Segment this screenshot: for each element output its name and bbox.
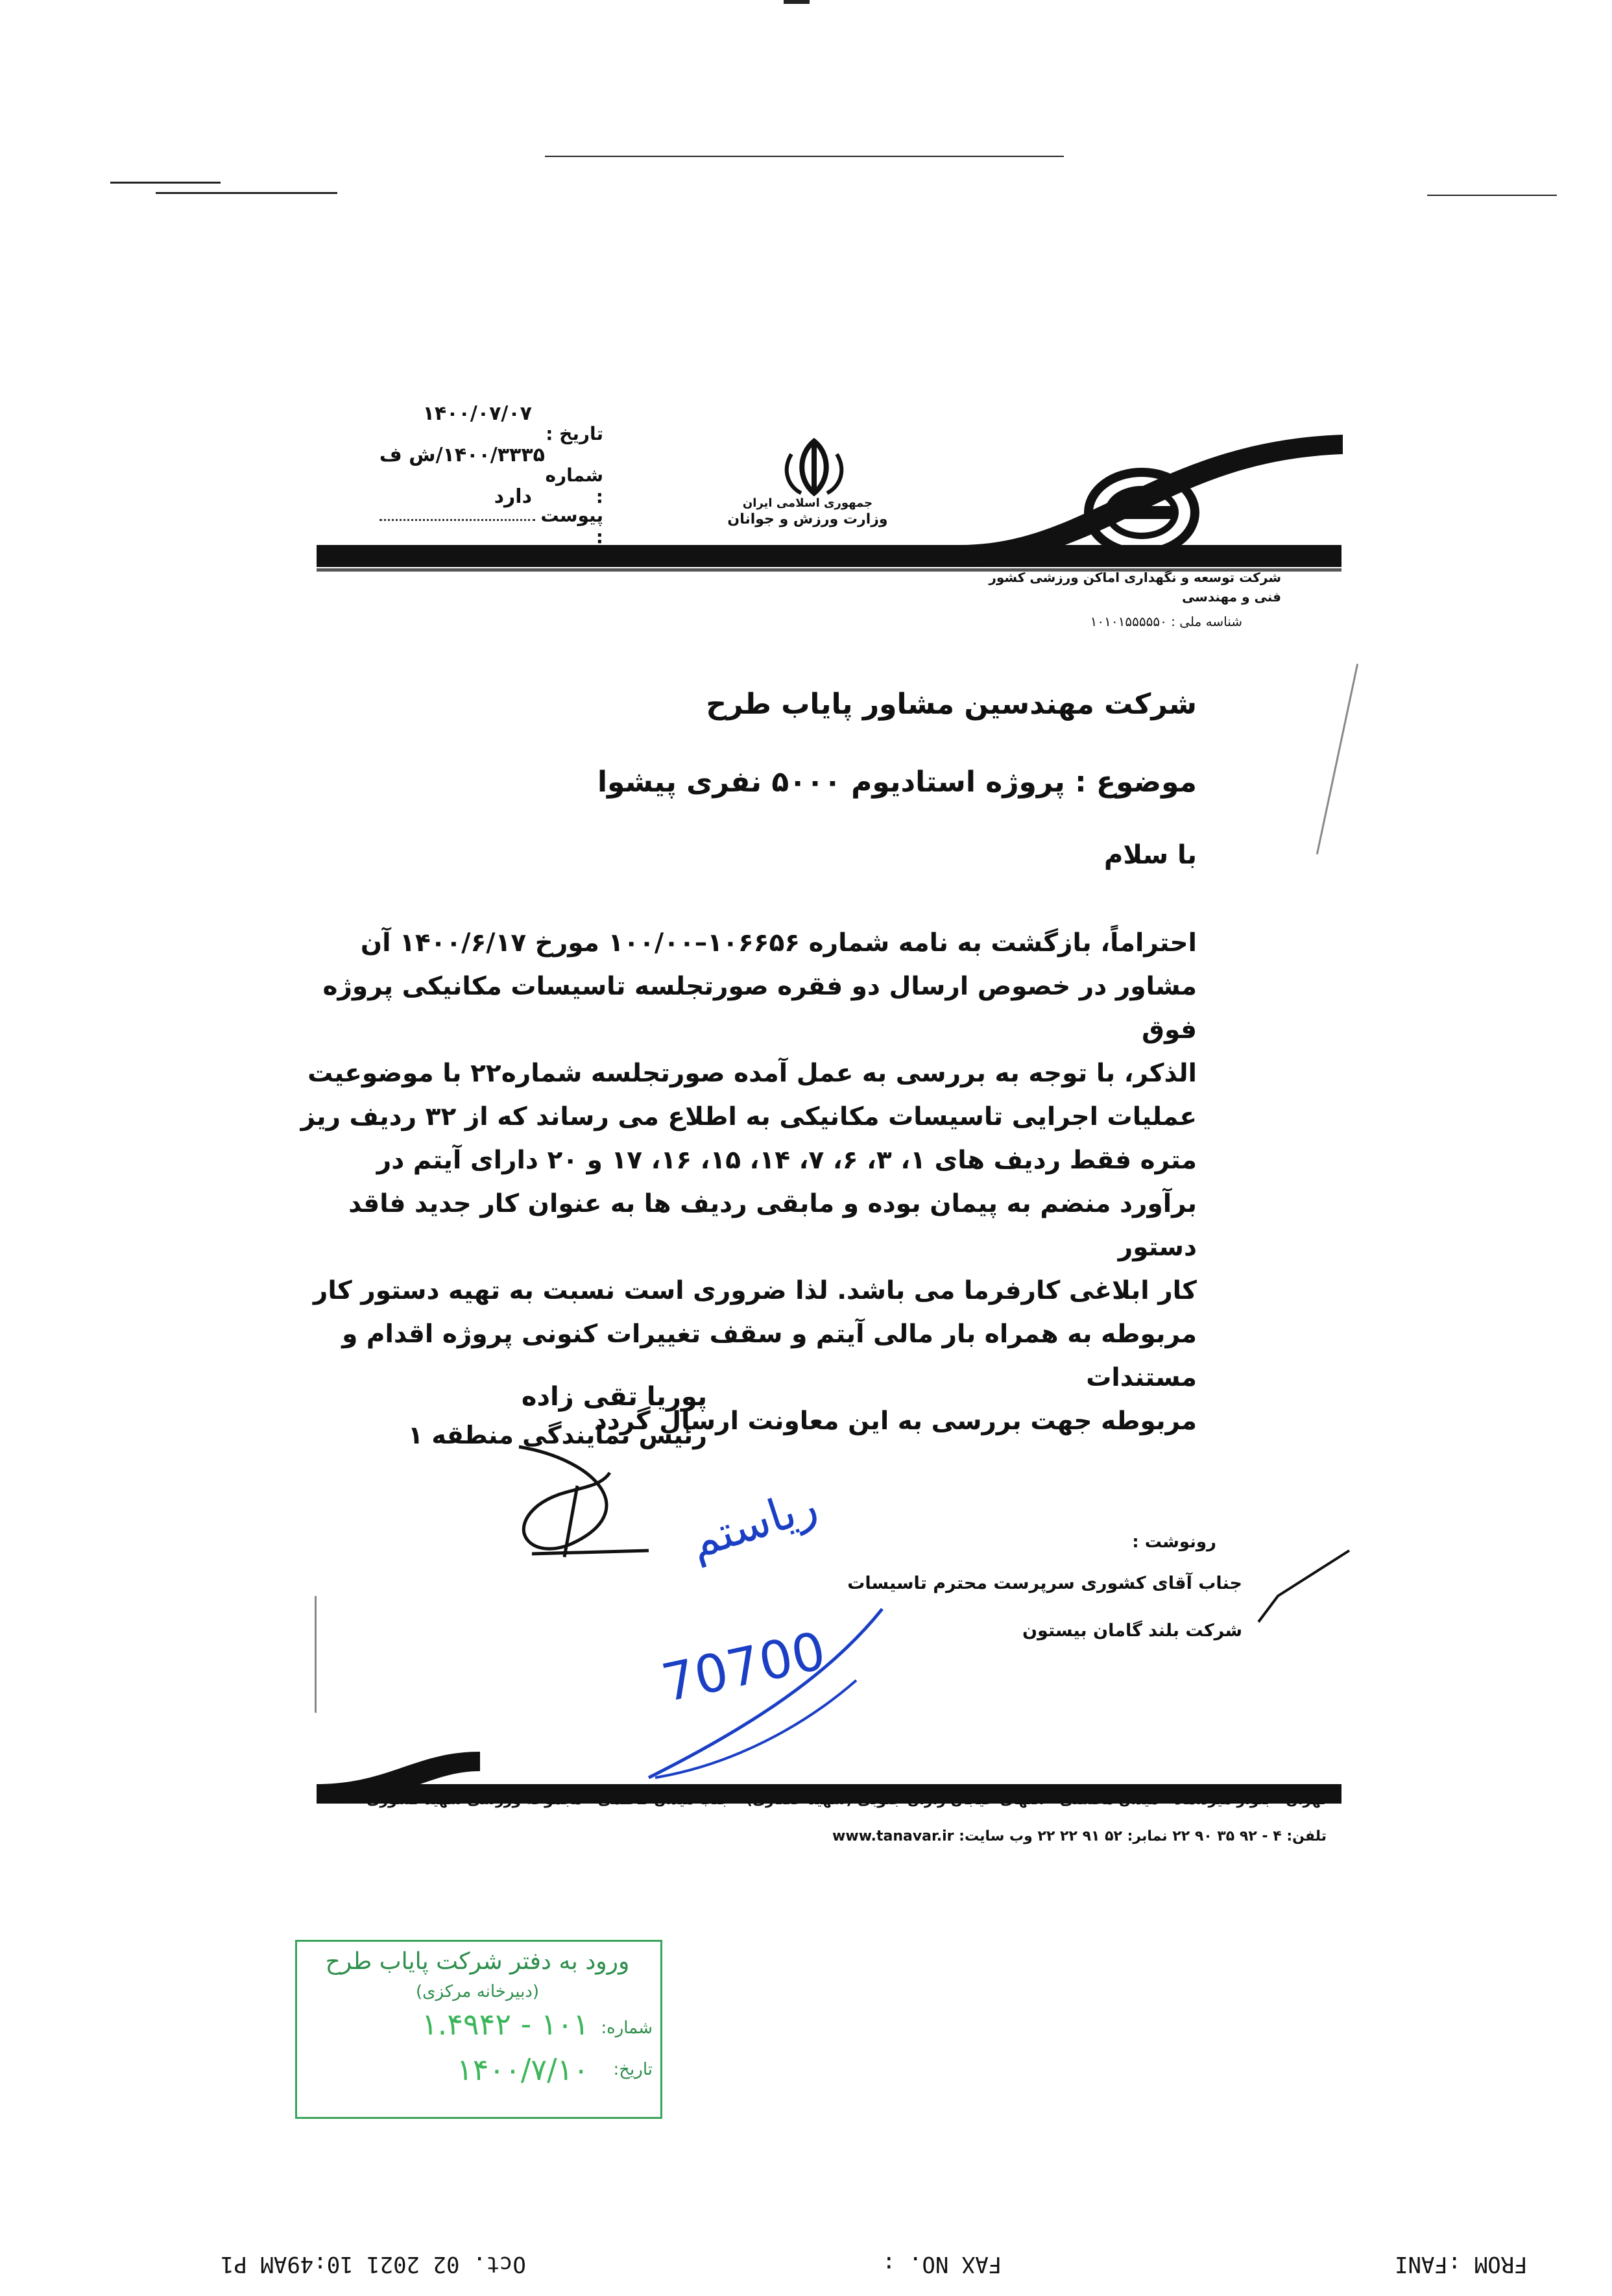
fax-from: FROM :FANI (1395, 2251, 1528, 2277)
signer-name: پوریا تقی زاده (521, 1382, 707, 1412)
stamp-title: ورود به دفتر شرکت پایاب طرح (325, 1948, 630, 1975)
attachment-dotted-line (379, 519, 535, 521)
stamp-date-label: تاریخ: (613, 2060, 653, 2079)
cc-line: شرکت بلند گامان بیستون (1022, 1621, 1242, 1641)
iran-emblem-icon (778, 435, 850, 500)
organization-name: شرکت توسعه و نگهداری اماکن ورزشی کشور (989, 570, 1281, 585)
date-label: تاریخ : (546, 423, 603, 444)
stamp-date-value: ۱۴۰۰/۷/۱۰ (457, 2052, 589, 2087)
ministry-line2: وزارت ورزش و جوانان (727, 511, 888, 527)
attachment-value: دارد (494, 485, 532, 508)
recipient: شرکت مهندسین مشاور پایاب طرح (706, 688, 1197, 721)
scan-noise (784, 0, 810, 4)
body-line: کار ابلاغی کارفرما می باشد. لذا ضروری است نسبت به تهیه دستور کار (313, 1276, 1197, 1305)
organization-subtitle: فنی و مهندسی (1181, 589, 1281, 605)
handwritten-word: ریاستم (682, 1478, 824, 1569)
greeting: با سلام (1104, 840, 1197, 870)
cc-line: جناب آقای کشوری سرپرست محترم تاسیسات (847, 1573, 1242, 1593)
margin-line (315, 1596, 317, 1713)
footer-contact: تلفن: ۴ - ۹۲ ۳۵ ۹۰ ۲۲ نمابر: ۵۲ ۹۱ ۲۲ ۲۲ وب سایت: www.tanavar.ir (832, 1828, 1327, 1844)
handwritten-number: 70700 (656, 1620, 831, 1714)
body-line: متره فقط ردیف های ۱، ۳، ۶، ۷، ۱۴، ۱۵، ۱۶، ۱۷ و ۲۰ دارای آیتم در (376, 1146, 1197, 1175)
scan-noise (110, 182, 221, 184)
margin-line (1316, 664, 1358, 854)
body-line: عملیات اجرایی تاسیسات مکانیکی به اطلاع می رساند که از ۳۲ ردیف ریز (300, 1102, 1197, 1131)
body-line: مربوطه جهت بررسی به این معاونت ارسال گردد (594, 1407, 1197, 1436)
scan-noise (1427, 195, 1557, 196)
fax-number: FAX NO. : (882, 2251, 1002, 2277)
cc-label: رونوشت : (1132, 1532, 1216, 1552)
scan-noise (545, 156, 1064, 157)
stamp-number-label: شماره: (601, 2018, 653, 2038)
ministry-line1: جمهوری اسلامی ایران (742, 496, 873, 510)
handwritten-notes (636, 1427, 973, 1791)
margin-stroke (1252, 1544, 1356, 1635)
body-line: مربوطه به همراه بار مالی آیتم و سقف تغییرات کنونی پروژه اقدام و مستندات (342, 1320, 1197, 1392)
body-line: احتراماً، بازگشت به نامه شماره ۱۰۶۶۵۶–۱۰۰/۰۰ مورخ ۱۴۰۰/۶/۱۷ آن (360, 928, 1197, 958)
registration-stamp (295, 1940, 662, 2119)
stamp-subtitle: (دبیرخانه مرکزی) (415, 1982, 540, 2001)
national-id: شناسه ملی : ۱۰۱۰۱۵۵۵۵۵۰ (1090, 614, 1242, 629)
organization-logo (1083, 467, 1200, 558)
scan-noise (156, 192, 337, 194)
signer-title: رئیس نمایندگی منطقه ۱ (407, 1421, 707, 1449)
letter-body (289, 921, 1197, 1443)
subject: موضوع : پروژه استادیوم ۵۰۰۰ نفری پیشوا (597, 766, 1197, 799)
body-line: الذکر، با توجه به بررسی به عمل آمده صورتجلسه شماره۲۲ با موضوعیت (307, 1059, 1197, 1088)
footer-address: تهران - بلوار میرداماد - میدان محسنی - انتهای خیابان رازان جنوبی (شهید حصاری) - جنب میدان کاظمی - مجموعه ورزشی شهید کشوری (367, 1792, 1327, 1808)
fax-datetime: Oct. 02 2021 10:49AM P1 (221, 2251, 526, 2277)
footer-band (311, 1752, 1349, 1830)
body-line: مشاور در خصوص ارسال دو فقره صورتجلسه تاسیسات مکانیکی پروژه فوق (322, 972, 1197, 1045)
attachment-label: پیوست : (540, 505, 603, 548)
number-label: شماره : (545, 465, 603, 507)
number-value: ۱۴۰۰/۳۳۳۵/ش ف (379, 444, 545, 466)
stamp-number-value: ۱۰۱ - ۱.۴۹۴۲ (421, 2007, 589, 2042)
body-line: برآورد منضم به پیمان بوده و مابقی ردیف ها به عنوان کار جدید فاقد دستور (348, 1189, 1197, 1262)
date-value: ۱۴۰۰/۰۷/۰۷ (422, 402, 532, 425)
